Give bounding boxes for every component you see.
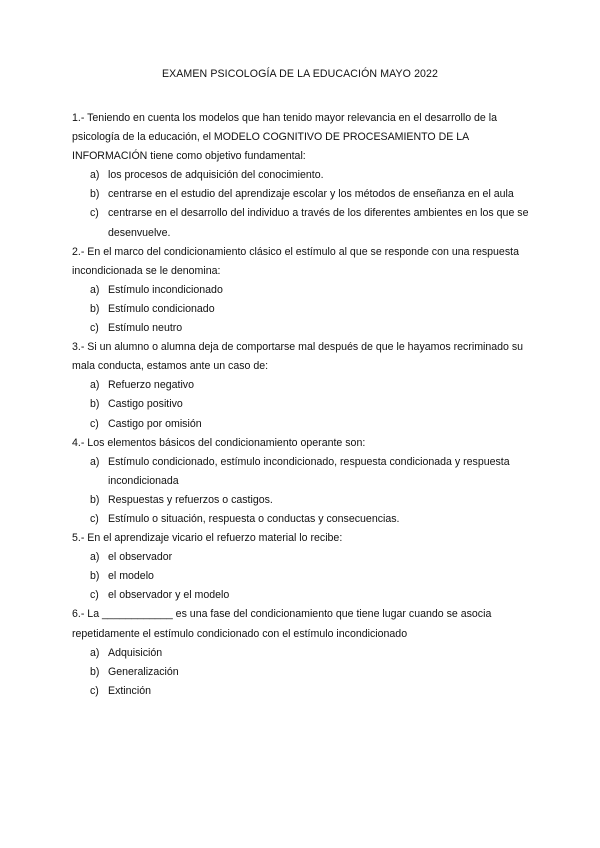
page-title: EXAMEN PSICOLOGÍA DE LA EDUCACIÓN MAYO 2022 <box>161 68 439 80</box>
option-item <box>72 453 532 491</box>
question-text: 4.- Los elementos básicos del condicionamiento operante son: <box>72 436 366 449</box>
option-item <box>72 567 532 586</box>
question-block <box>72 338 532 433</box>
question-block <box>72 109 532 243</box>
question-text: 5.- En el aprendizaje vicario el refuerzo material lo recibe: <box>72 532 343 545</box>
option-list <box>72 548 532 605</box>
option-letter: b) <box>90 302 100 315</box>
option-item <box>72 319 532 338</box>
option-item <box>72 663 532 682</box>
question-block <box>72 243 532 338</box>
option-list <box>72 453 532 529</box>
question-text: 3.- Si un alumno o alumna deja de comportarse mal después de que le hayamos recriminado su mala conducta, estamos ante un caso de: <box>72 341 524 373</box>
option-item <box>72 548 532 567</box>
option-text: los procesos de adquisición del conocimiento. <box>108 169 324 182</box>
option-item <box>72 300 532 319</box>
question-text: 6.- La ____________ es una fase del condicionamiento que tiene lugar cuando se asocia repetidamente el estímulo condicionado con el estímulo incondicionado <box>72 608 492 640</box>
option-item <box>72 204 532 242</box>
option-letter: a) <box>90 283 100 296</box>
option-item <box>72 644 532 663</box>
option-letter: b) <box>90 665 100 678</box>
question-list <box>72 109 532 701</box>
option-text: el observador y el modelo <box>108 589 230 602</box>
option-list <box>72 166 532 242</box>
option-item <box>72 682 532 701</box>
option-text: Estímulo condicionado <box>108 302 215 315</box>
option-letter: c) <box>90 684 99 697</box>
option-letter: b) <box>90 188 100 201</box>
option-text: Estímulo neutro <box>108 322 183 335</box>
option-letter: c) <box>90 207 99 220</box>
option-text: Generalización <box>108 665 179 678</box>
option-text: Extinción <box>108 684 151 697</box>
option-item <box>72 166 532 185</box>
question-block <box>72 529 532 605</box>
option-letter: a) <box>90 379 100 392</box>
option-letter: c) <box>90 589 99 602</box>
option-text: Respuestas y refuerzos o castigos. <box>108 493 273 506</box>
option-list <box>72 644 532 701</box>
option-text: Castigo por omisión <box>108 417 202 430</box>
option-text: Refuerzo negativo <box>108 379 194 392</box>
option-text: Estímulo condicionado, estímulo incondicionado, respuesta condicionada y respuesta incondicionada <box>108 455 510 487</box>
question-block <box>72 434 532 529</box>
option-letter: b) <box>90 398 100 411</box>
option-letter: a) <box>90 455 100 468</box>
question-text: 2.- En el marco del condicionamiento clásico el estímulo al que se responde con una respuesta incondicionada se le denomina: <box>72 245 519 277</box>
option-letter: c) <box>90 322 99 335</box>
option-text: el observador <box>108 551 173 564</box>
option-text: Castigo positivo <box>108 398 183 411</box>
option-item <box>72 415 532 434</box>
option-letter: b) <box>90 493 100 506</box>
option-item <box>72 491 532 510</box>
option-letter: a) <box>90 646 100 659</box>
option-letter: c) <box>90 417 99 430</box>
question-text: 1.- Teniendo en cuenta los modelos que han tenido mayor relevancia en el desarrollo de la psicología de la educación, el MODELO COGNITIVO DE PROCESAMIENTO DE LA INFORMACIÓN tiene como objetivo fundamental: <box>72 112 498 163</box>
option-text: el modelo <box>108 570 154 583</box>
option-item <box>72 185 532 204</box>
option-text: centrarse en el estudio del aprendizaje escolar y los métodos de enseñanza en el aula <box>108 188 514 201</box>
option-text: Estímulo incondicionado <box>108 283 223 296</box>
option-item <box>72 395 532 414</box>
option-item <box>72 510 532 529</box>
option-letter: c) <box>90 512 99 525</box>
option-list <box>72 281 532 338</box>
option-item <box>72 376 532 395</box>
option-letter: b) <box>90 570 100 583</box>
option-text: Estímulo o situación, respuesta o conductas y consecuencias. <box>108 512 400 525</box>
option-letter: a) <box>90 169 100 182</box>
option-letter: a) <box>90 551 100 564</box>
question-block <box>72 605 532 700</box>
option-item <box>72 586 532 605</box>
option-list <box>72 376 532 433</box>
option-text: centrarse en el desarrollo del individuo a través de los diferentes ambientes en los que se desenvuelve. <box>108 207 529 239</box>
option-text: Adquisición <box>108 646 163 659</box>
option-item <box>72 281 532 300</box>
